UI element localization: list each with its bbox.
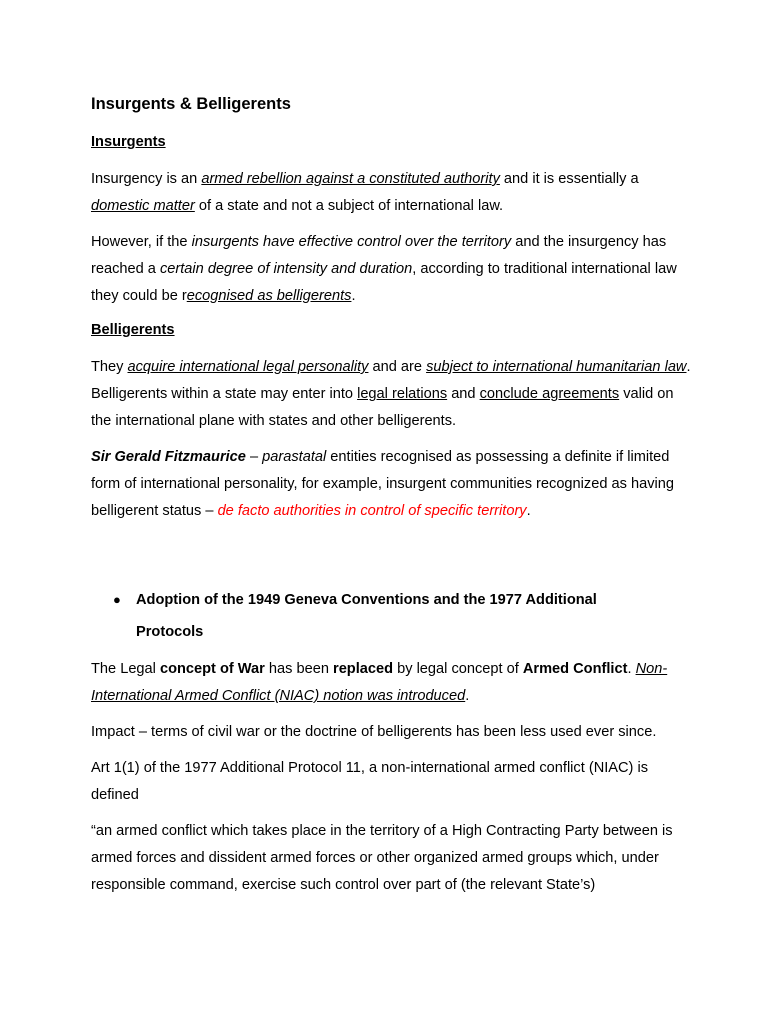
emphasis-domestic-matter: domestic matter (91, 198, 195, 214)
insurgency-control-paragraph (91, 229, 691, 310)
text-run: valid on the international plane with states and other belligerents. (91, 386, 674, 429)
impact-paragraph: Impact – terms of civil war or the doctrine of belligerents has been less used ever since. (91, 724, 657, 740)
text-run: by legal concept of (393, 661, 523, 677)
text-run: . Belligerents within a state may enter into (91, 359, 691, 402)
text-run: and the insurgency has reached a (91, 234, 667, 277)
text-run: . (351, 288, 356, 304)
insurgency-definition-paragraph (91, 166, 691, 220)
text-run: and are (368, 359, 427, 375)
red-emphasis-de-facto: de facto authorities in control of specific territory (217, 503, 527, 519)
text-run: . (526, 503, 531, 519)
bullet-text: Adoption of the 1949 Geneva Conventions and the 1977 Additional Protocols (136, 592, 597, 640)
text-run: . (627, 661, 636, 677)
text-run: . (465, 688, 470, 704)
emphasis-humanitarian-law: subject to international humanitarian law (426, 359, 687, 375)
emphasis-niac-notion: Non-International Armed Conflict (NIAC) notion was introduced (91, 661, 668, 704)
text-run: However, if the (91, 234, 192, 250)
emphasis-intensity-duration: certain degree of intensity and duration (159, 261, 413, 277)
belligerents-heading: Belligerents (91, 322, 175, 338)
bold-armed-conflict: Armed Conflict (522, 661, 628, 677)
text-run: and (447, 386, 480, 402)
bold-replaced: replaced (333, 661, 394, 677)
belligerents-personality-paragraph (91, 354, 691, 435)
text-run: Insurgency is an (91, 171, 202, 187)
armed-conflict-paragraph (91, 656, 691, 710)
emphasis-parastatal: parastatal (262, 449, 327, 465)
bold-concept-of-war: concept of War (159, 661, 265, 677)
text-run: The Legal (91, 661, 160, 677)
emphasis-armed-rebellion: armed rebellion against a constituted authority (201, 171, 500, 187)
quote-paragraph: “an armed conflict which takes place in the territory of a High Contracting Party between is armed forces and dissident armed forces or other organized armed groups which, under responsible command, exercise such control over part of (the relevant State’s) (91, 823, 673, 893)
text-run: , according to traditional international law they could be r (91, 261, 677, 304)
bullet-list-item (91, 584, 691, 648)
text-run: and it is essentially a (499, 171, 639, 187)
article-paragraph: Art 1(1) of the 1977 Additional Protocol 11, a non-international armed conflict (NIAC) is defined (91, 760, 649, 803)
emphasis-effective-control: insurgents have effective control over the territory (191, 234, 512, 250)
fitzmaurice-paragraph (91, 444, 691, 525)
emphasis-legal-personality: acquire international legal personality (127, 359, 369, 375)
bullet-icon: ● (113, 592, 121, 607)
document-title: Insurgents & Belligerents (91, 95, 291, 113)
text-run: They (91, 359, 128, 375)
emphasis-recognised-belligerents: ecognised as belligerents (186, 288, 352, 304)
emphasis-legal-relations: legal relations (357, 386, 448, 402)
text-run: has been (264, 661, 334, 677)
emphasis-conclude-agreements: conclude agreements (479, 386, 620, 402)
insurgents-heading: Insurgents (91, 134, 166, 150)
author-name: Sir Gerald Fitzmaurice (91, 449, 246, 465)
document-body (91, 92, 691, 908)
text-run: entities recognised as possessing a definite if limited form of international personality, for example, insurgent communities recognized as having belligerent status – (91, 449, 674, 519)
text-run: – (245, 449, 263, 465)
section-spacer (91, 534, 691, 584)
text-run: of a state and not a subject of international law. (194, 198, 504, 214)
